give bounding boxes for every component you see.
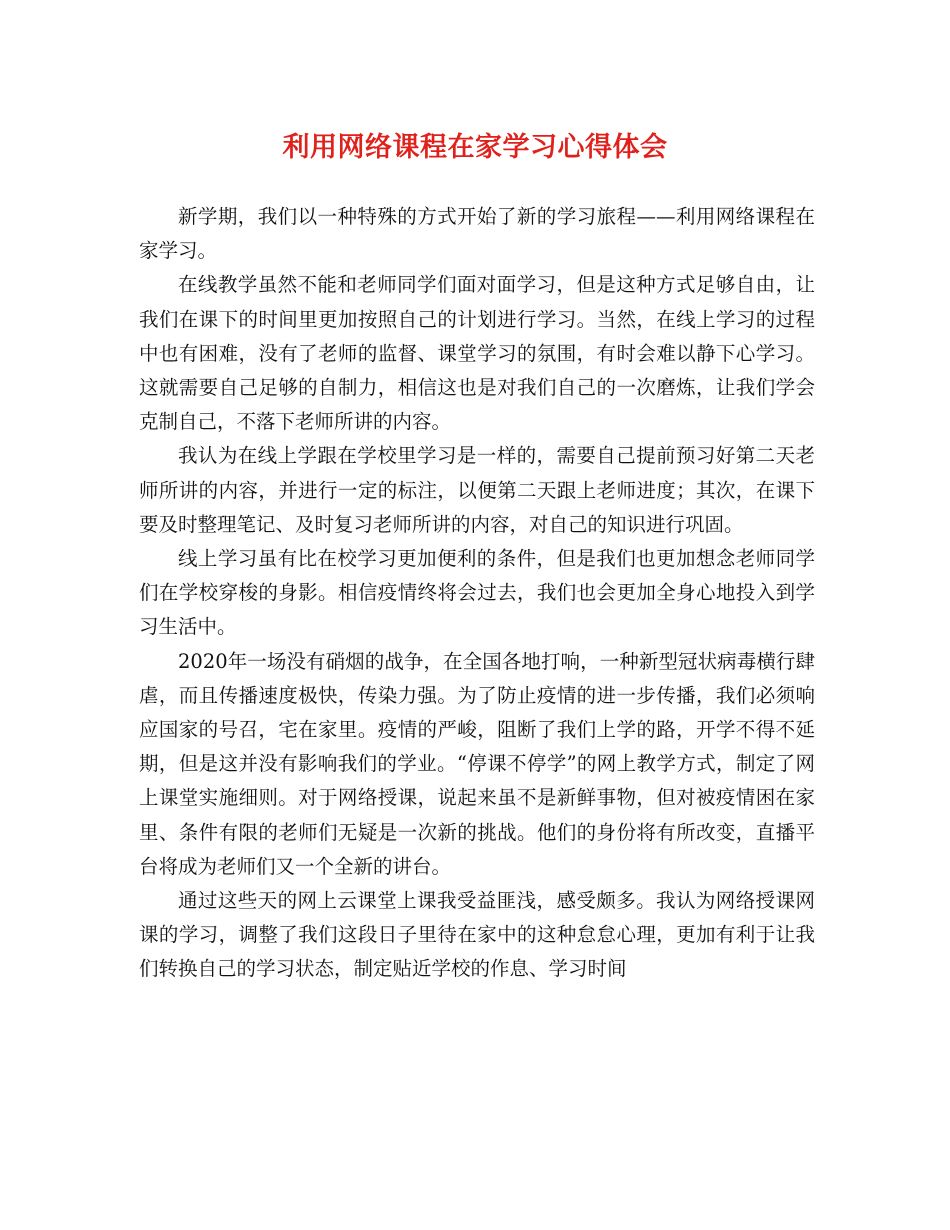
paragraph-4: 线上学习虽有比在校学习更加便利的条件，但是我们也更加想念老师同学们在学校穿梭的身影。相信疫情终将会过去，我们也会更加全身心地投入到学习生活中。 <box>139 547 815 639</box>
paragraph-6: 通过这些天的网上云课堂上课我受益匪浅，感受颇多。我认为网络授课网课的学习，调整了我们这段日子里待在家中的这种怠怠心理，更加有利于让我们转换自己的学习状态，制定贴近学校的作息、学习时间 <box>139 889 815 981</box>
document-title: 利用网络课程在家学习心得体会 <box>282 132 668 163</box>
paragraph-1: 新学期，我们以一种特殊的方式开始了新的学习旅程——利用网络课程在家学习。 <box>139 205 815 263</box>
paragraph-5: 2020年一场没有硝烟的战争，在全国各地打响，一种新型冠状病毒横行肆虐，而且传播速度极快，传染力强。为了防止疫情的进一步传播，我们必须响应国家的号召，宅在家里。疫情的严峻，阻断了我们上学的路，开学不得不延期，但是这并没有影响我们的学业。“停课不停学”的网上教学方式，制定了网上课堂实施细则。对于网络授课，说起来虽不是新鲜事物，但对被疫情困在家里、条件有限的老师们无疑是一次新的挑战。他们的身份将有所改变，直播平台将成为老师们又一个全新的讲台。 <box>139 649 815 878</box>
document-body <box>139 200 815 987</box>
paragraph-2: 在线教学虽然不能和老师同学们面对面学习，但是这种方式足够自由，让我们在课下的时间里更加按照自己的计划进行学习。当然，在线上学习的过程中也有困难，没有了老师的监督、课堂学习的氛围，有时会难以静下心学习。这就需要自己足够的自制力，相信这也是对我们自己的一次磨炼，让我们学会克制自己，不落下老师所讲的内容。 <box>139 273 815 434</box>
paragraph-3: 我认为在线上学跟在学校里学习是一样的，需要自己提前预习好第二天老师所讲的内容，并进行一定的标注，以便第二天跟上老师进度；其次，在课下要及时整理笔记、及时复习老师所讲的内容，对自己的知识进行巩固。 <box>139 444 815 536</box>
